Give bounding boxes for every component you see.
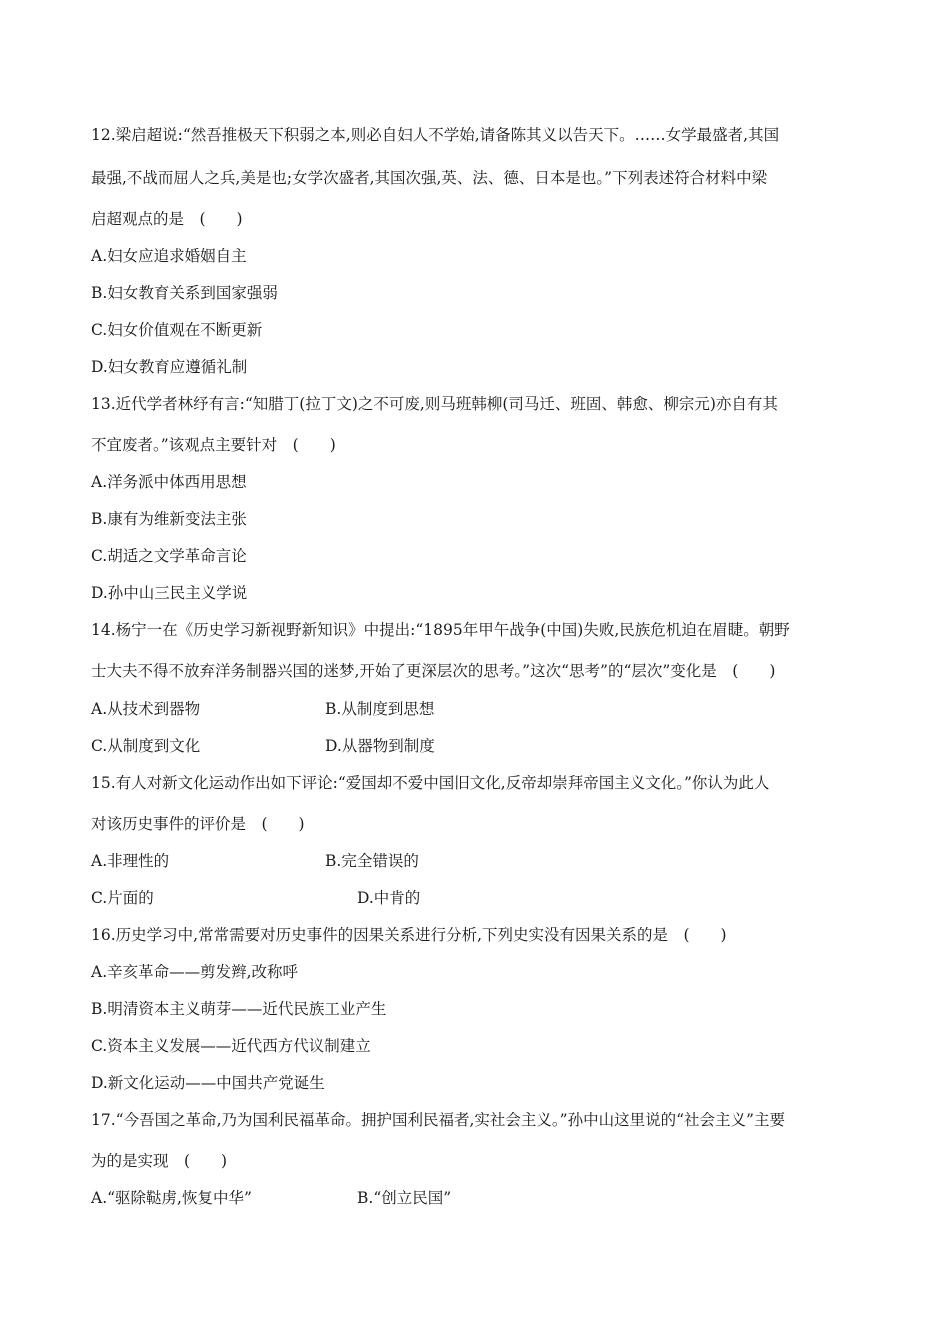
question-14-stem-line-2: 士大夫不得不放弃洋务制器兴国的迷梦,开始了更深层次的思考。”这次“思考”的“层次”变化是 ( ) xyxy=(91,662,776,680)
question-13-option-c: C.胡适之文学革命言论 xyxy=(91,547,247,565)
question-15-option-d: D.中肯的 xyxy=(357,889,421,907)
question-17-stem-line-1: 17.“今吾国之革命,乃为国利民福革命。拥护国利民福者,实社会主义。”孙中山这里说的“社会主义”主要 xyxy=(91,1111,785,1129)
question-14-option-a: A.从技术到器物 xyxy=(91,700,201,718)
question-15-stem-line-1: 15.有人对新文化运动作出如下评论:“爱国却不爱中国旧文化,反帝却崇拜帝国主义文化。”你认为此人 xyxy=(91,774,770,792)
question-13-stem-line-1: 13.近代学者林纾有言:“知腊丁(拉丁文)之不可废,则马班韩柳(司马迁、班固、韩愈、柳宗元)亦自有其 xyxy=(91,395,778,413)
question-13-option-d: D.孙中山三民主义学说 xyxy=(91,584,248,602)
question-17-stem-line-2: 为的是实现 ( ) xyxy=(91,1152,228,1170)
question-17-option-a: A.“驱除鞑虏,恢复中华” xyxy=(91,1189,252,1207)
question-15-option-a: A.非理性的 xyxy=(91,852,170,870)
question-12-stem-line-1: 12.梁启超说:“然吾推极天下积弱之本,则必自妇人不学始,请备陈其义以告天下。……女学最盛者,其国 xyxy=(91,126,780,144)
question-13-stem-line-2: 不宜废者。”该观点主要针对 ( ) xyxy=(91,436,336,454)
question-16-option-c: C.资本主义发展——近代西方代议制建立 xyxy=(91,1037,371,1055)
question-15-stem-line-2: 对该历史事件的评价是 ( ) xyxy=(91,815,305,833)
question-12-option-d: D.妇女教育应遵循礼制 xyxy=(91,358,248,376)
question-16-stem-line-1: 16.历史学习中,常常需要对历史事件的因果关系进行分析,下列史实没有因果关系的是 ( ) xyxy=(91,926,727,944)
question-15-option-c: C.片面的 xyxy=(91,889,154,907)
question-14-option-b: B.从制度到思想 xyxy=(325,700,435,718)
question-14-stem-line-1: 14.杨宁一在《历史学习新视野新知识》中提出:“1895年甲午战争(中国)失败,民族危机迫在眉睫。朝野 xyxy=(91,621,790,639)
question-17-option-b: B.“创立民国” xyxy=(357,1189,452,1207)
question-16-option-b: B.明清资本主义萌芽——近代民族工业产生 xyxy=(91,1000,387,1018)
question-14-option-c: C.从制度到文化 xyxy=(91,737,201,755)
question-16-option-d: D.新文化运动——中国共产党诞生 xyxy=(91,1074,325,1092)
question-12-option-c: C.妇女价值观在不断更新 xyxy=(91,321,263,339)
question-13-option-a: A.洋务派中体西用思想 xyxy=(91,473,247,491)
question-12-option-a: A.妇女应追求婚姻自主 xyxy=(91,247,247,265)
question-15-option-b: B.完全错误的 xyxy=(325,852,419,870)
question-12-stem-line-2: 最强,不战而屈人之兵,美是也;女学次盛者,其国次强,英、法、德、日本是也。”下列表述符合材料中梁 xyxy=(91,169,768,187)
question-14-option-d: D.从器物到制度 xyxy=(325,737,435,755)
question-12-option-b: B.妇女教育关系到国家强弱 xyxy=(91,284,278,302)
question-13-option-b: B.康有为维新变法主张 xyxy=(91,510,247,528)
question-12-stem-line-3: 启超观点的是 ( ) xyxy=(91,210,243,228)
question-16-option-a: A.辛亥革命——剪发辫,改称呼 xyxy=(91,963,299,981)
